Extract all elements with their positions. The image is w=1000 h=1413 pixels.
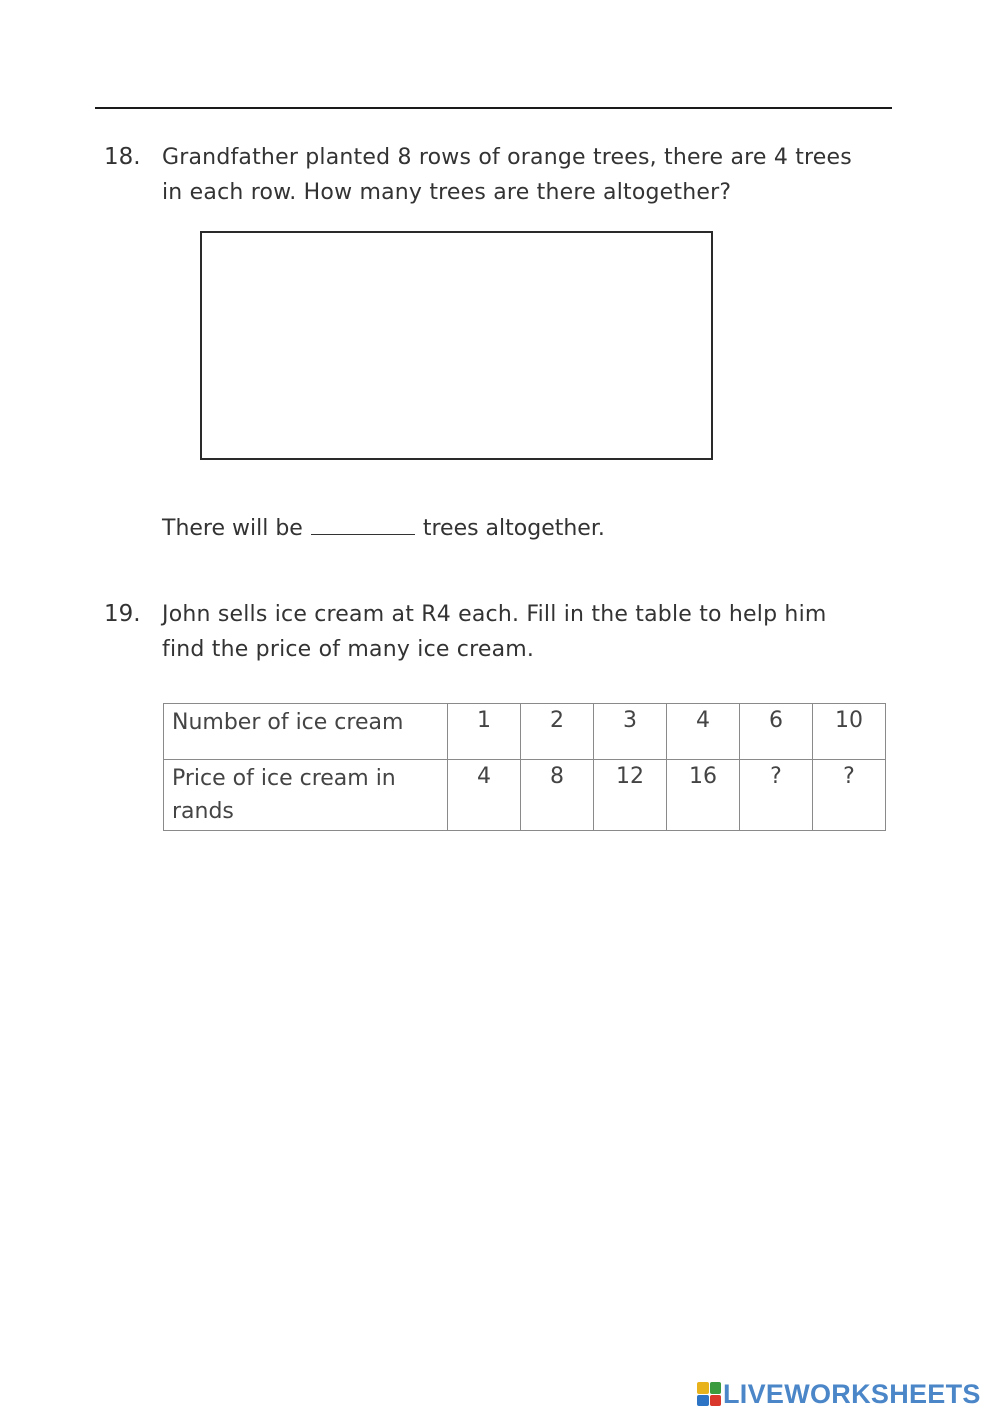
- table-row: [164, 760, 886, 831]
- table-cell: 16: [667, 760, 740, 831]
- logo-square-green: [710, 1382, 722, 1394]
- logo-square-yellow: [697, 1382, 709, 1394]
- table-cell: 2: [521, 704, 594, 760]
- answer-prefix: There will be: [162, 516, 303, 541]
- liveworksheets-logo: [697, 1378, 981, 1409]
- table-cell: 1: [448, 704, 521, 760]
- table-cell: 4: [448, 760, 521, 831]
- question-19-number: 19.: [104, 601, 141, 627]
- logo-mark-icon: [697, 1382, 721, 1406]
- table-cell: 10: [813, 704, 886, 760]
- logo-text: LIVEWORKSHEETS: [723, 1378, 981, 1409]
- answer-suffix: trees altogether.: [422, 516, 605, 541]
- table-row: [164, 704, 886, 760]
- question-19-line-1: John sells ice cream at R4 each. Fill in the table to help him: [162, 602, 827, 627]
- question-19-text: [162, 597, 827, 667]
- table-cell: 4: [667, 704, 740, 760]
- logo-square-red: [710, 1395, 722, 1407]
- answer-cell-10-input[interactable]: ?: [813, 760, 886, 831]
- table-cell: 8: [521, 760, 594, 831]
- ice-cream-price-table: [163, 703, 886, 831]
- top-rule: [95, 107, 892, 109]
- table-cell: 6: [740, 704, 813, 760]
- answer-cell-6-input[interactable]: ?: [740, 760, 813, 831]
- question-19-line-2: find the price of many ice cream.: [162, 637, 535, 662]
- question-18-answer-sentence: [162, 516, 605, 541]
- question-18-line-2: in each row. How many trees are there altogether?: [162, 180, 732, 205]
- question-18-line-1: Grandfather planted 8 rows of orange trees, there are 4 trees: [162, 145, 852, 170]
- question-18-text: [162, 140, 852, 210]
- question-18-number: 18.: [104, 144, 141, 170]
- row-label-number: Number of ice cream: [164, 704, 448, 760]
- table-cell: 12: [594, 760, 667, 831]
- working-answer-box[interactable]: [200, 231, 713, 460]
- table-cell: 3: [594, 704, 667, 760]
- answer-blank-input[interactable]: [311, 516, 415, 535]
- row-label-price: Price of ice cream in rands: [164, 760, 448, 831]
- logo-square-blue: [697, 1395, 709, 1407]
